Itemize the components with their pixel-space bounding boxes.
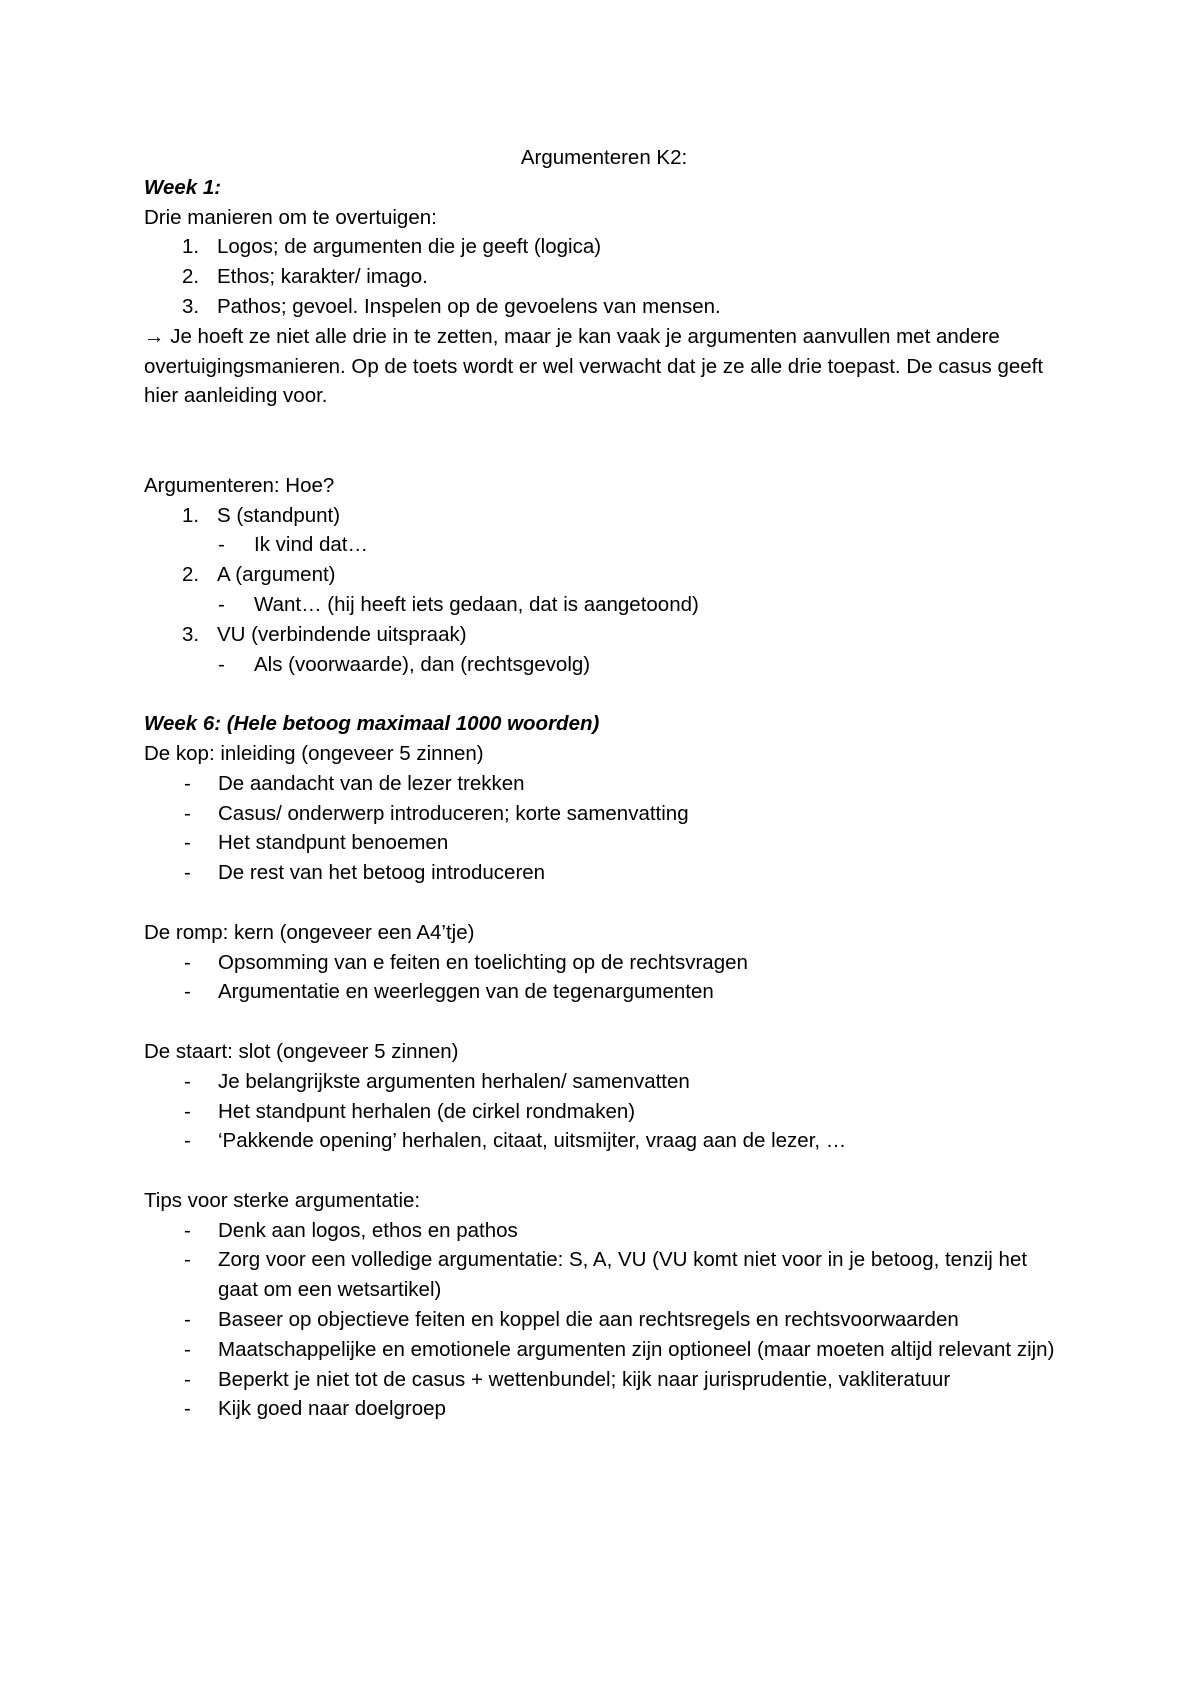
dash-bullet: - — [184, 1099, 191, 1123]
list-item — [144, 828, 1064, 858]
kop-list — [144, 769, 1064, 888]
week1-intro: Drie manieren om te overtuigen: — [144, 205, 437, 229]
dash-bullet: - — [184, 1397, 191, 1421]
list-item — [144, 858, 1064, 888]
list-item-text: S (standpunt) — [217, 503, 341, 527]
dash-bullet: - — [218, 533, 225, 557]
list-item — [144, 977, 1064, 1007]
dash-bullet: - — [184, 1069, 191, 1093]
sub-list-item — [144, 590, 1064, 620]
list-item-text: A (argument) — [217, 563, 336, 587]
list-item — [144, 501, 1064, 531]
list-item-text: Baseer op objectieve feiten en koppel die aan rechtsregels en rechtsvoorwaarden — [218, 1308, 959, 1332]
kop-label: De kop: inleiding (ongeveer 5 zinnen) — [144, 741, 484, 765]
list-item — [144, 1097, 1064, 1127]
list-item — [144, 560, 1064, 590]
list-item — [144, 292, 1064, 322]
spacer — [144, 1007, 1064, 1037]
list-item-text: Ethos; karakter/ imago. — [217, 265, 428, 289]
list-item — [144, 1067, 1064, 1097]
sub-list-item-text: Ik vind dat… — [254, 533, 368, 557]
document-content — [144, 143, 1064, 1424]
list-item-text: Argumentatie en weerleggen van de tegenargumenten — [218, 980, 714, 1004]
list-item — [144, 769, 1064, 799]
dash-bullet: - — [218, 652, 225, 676]
sub-list-item-text: Want… (hij heeft iets gedaan, dat is aangetoond) — [254, 592, 699, 616]
list-item — [144, 1126, 1064, 1156]
sub-list-item — [144, 530, 1064, 560]
list-item-text: Logos; de argumenten die je geeft (logica) — [217, 235, 602, 259]
list-item-text: Maatschappelijke en emotionele argumenten zijn optioneel (maar moeten altijd relevant zijn) — [218, 1337, 1055, 1361]
list-item — [144, 1394, 1064, 1424]
list-number: 2. — [182, 563, 200, 587]
dash-bullet: - — [184, 801, 191, 825]
list-item — [144, 948, 1064, 978]
list-item-text: Zorg voor een volledige argumentatie: S, A, VU (VU komt niet voor in je betoog, tenzij het gaat om een wetsartikel) — [218, 1248, 1028, 1302]
list-item — [144, 1216, 1064, 1246]
dash-bullet: - — [184, 771, 191, 795]
dash-bullet: - — [184, 831, 191, 855]
list-item — [144, 1305, 1064, 1335]
sub-list-item-text: Als (voorwaarde), dan (rechtsgevolg) — [254, 652, 591, 676]
list-number: 3. — [182, 622, 200, 646]
document-title: Argumenteren K2: — [520, 146, 688, 169]
list-item-text: Het standpunt herhalen (de cirkel rondmaken) — [218, 1099, 636, 1123]
week6-heading: Week 6: (Hele betoog maximaal 1000 woorden) — [144, 712, 600, 736]
hoe-numbered-list — [144, 501, 1064, 680]
list-item — [144, 1335, 1064, 1365]
list-item-text: Opsomming van e feiten en toelichting op de rechtsvragen — [218, 950, 748, 974]
list-item-text: De rest van het betoog introduceren — [218, 861, 546, 885]
dash-bullet: - — [184, 1337, 191, 1361]
list-item — [144, 232, 1064, 262]
staart-list — [144, 1067, 1064, 1156]
romp-label: De romp: kern (ongeveer een A4’tje) — [144, 920, 475, 944]
dash-bullet: - — [184, 980, 191, 1004]
list-item-text: Kijk goed naar doelgroep — [218, 1397, 446, 1421]
dash-bullet: - — [184, 950, 191, 974]
arrow-right-icon: → — [144, 324, 165, 348]
dash-bullet: - — [184, 1218, 191, 1242]
list-item — [144, 799, 1064, 829]
list-number: 1. — [182, 235, 200, 259]
spacer — [144, 888, 1064, 918]
tips-list — [144, 1216, 1064, 1425]
sub-list-item — [144, 650, 1064, 680]
week1-numbered-list — [144, 232, 1064, 321]
list-item-text: VU (verbindende uitspraak) — [217, 622, 467, 646]
spacer — [144, 1156, 1064, 1186]
dash-bullet: - — [184, 1248, 191, 1272]
list-item-text: Pathos; gevoel. Inspelen op de gevoelens van mensen. — [217, 294, 721, 318]
week1-note — [144, 322, 1064, 411]
list-item — [144, 262, 1064, 292]
spacer — [144, 679, 1064, 709]
list-item — [144, 1365, 1064, 1395]
list-number: 2. — [182, 265, 200, 289]
list-item-text: Beperkt je niet tot de casus + wettenbundel; kijk naar jurisprudentie, vakliteratuur — [218, 1367, 951, 1391]
dash-bullet: - — [218, 592, 225, 616]
list-item — [144, 1245, 1064, 1305]
list-item-text: De aandacht van de lezer trekken — [218, 771, 525, 795]
hoe-heading: Argumenteren: Hoe? — [144, 473, 335, 497]
romp-list — [144, 948, 1064, 1008]
list-item-text: Je belangrijkste argumenten herhalen/ samenvatten — [218, 1069, 690, 1093]
dash-bullet: - — [184, 1367, 191, 1391]
spacer — [144, 411, 1064, 471]
tips-label: Tips voor sterke argumentatie: — [144, 1188, 421, 1212]
week1-heading: Week 1: — [144, 175, 222, 199]
list-item-text: Het standpunt benoemen — [218, 831, 449, 855]
list-item-text: Casus/ onderwerp introduceren; korte samenvatting — [218, 801, 689, 825]
week1-note-text: Je hoeft ze niet alle drie in te zetten, maar je kan vaak je argumenten aanvullen met andere overtuigingsmanieren. Op de toets wordt er wel verwacht dat je ze alle drie toepast. De casus geeft hier aanleiding voor. — [144, 324, 1044, 408]
list-number: 3. — [182, 294, 200, 318]
dash-bullet: - — [184, 861, 191, 885]
list-number: 1. — [182, 503, 200, 527]
staart-label: De staart: slot (ongeveer 5 zinnen) — [144, 1039, 459, 1063]
dash-bullet: - — [184, 1129, 191, 1153]
dash-bullet: - — [184, 1308, 191, 1332]
list-item — [144, 620, 1064, 650]
list-item-text: Denk aan logos, ethos en pathos — [218, 1218, 518, 1242]
list-item-text: ‘Pakkende opening’ herhalen, citaat, uitsmijter, vraag aan de lezer, … — [218, 1129, 847, 1153]
